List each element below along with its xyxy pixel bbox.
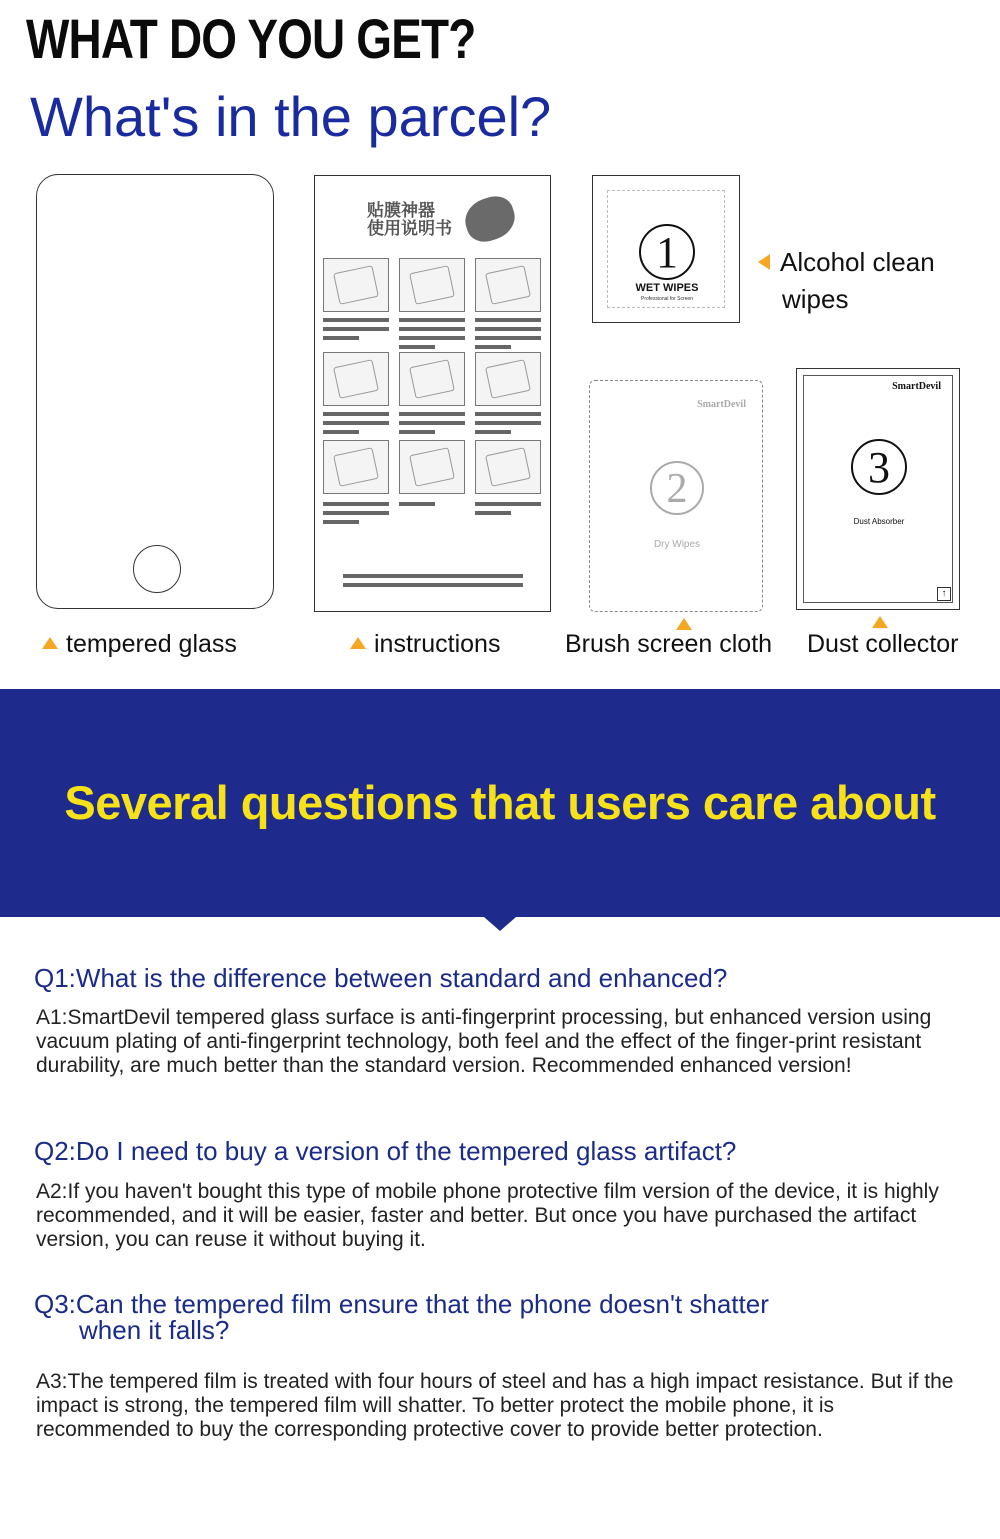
instructions-booklet-illustration bbox=[314, 175, 551, 612]
step-thumbnail bbox=[475, 258, 541, 312]
step-text bbox=[323, 502, 389, 529]
step-thumbnail bbox=[323, 258, 389, 312]
faq-question: Q3:Can the tempered film ensure that the phone doesn't shatter when it falls? bbox=[34, 1289, 769, 1345]
dust-absorber-illustration bbox=[796, 368, 960, 610]
brush-cloth-caption: Brush screen cloth bbox=[565, 630, 773, 658]
step-thumbnail bbox=[475, 440, 541, 494]
banner-title: Several questions that users care about bbox=[64, 776, 936, 829]
faq-banner bbox=[0, 689, 1000, 917]
step-text bbox=[399, 318, 465, 354]
dust-collector-caption: Dust collector bbox=[807, 630, 959, 658]
number-badge: 1 bbox=[639, 224, 695, 280]
instructions-caption: instructions bbox=[350, 630, 500, 659]
step-text bbox=[475, 412, 541, 439]
step-thumbnail bbox=[399, 440, 465, 494]
subhead: What's in the parcel? bbox=[30, 85, 552, 148]
arrow-up-icon: ↑ bbox=[937, 587, 951, 601]
faq-question: Q2:Do I need to buy a version of the tempered glass artifact? bbox=[34, 1136, 737, 1166]
wet-wipes-sublabel: Professional for Screen bbox=[641, 296, 693, 302]
booklet-footnote bbox=[343, 574, 523, 592]
step-text bbox=[399, 412, 465, 439]
number-badge: 2 bbox=[650, 461, 704, 515]
dry-wipes-label: Dry Wipes bbox=[653, 539, 701, 550]
banner-notch-icon bbox=[484, 917, 516, 931]
triangle-up-icon bbox=[676, 618, 692, 630]
faq-answer: A1:SmartDevil tempered glass surface is anti-fingerprint processing, but enhanced version using vacuum plating of anti-fingerprint technology, both feel and the effect of the finger-print resistant durability, are much better than the standard version. Recommended enhanced version! bbox=[36, 1006, 932, 1077]
step-thumbnail bbox=[323, 352, 389, 406]
wet-wipes-label: WET WIPES bbox=[635, 282, 699, 294]
dry-wipes-illustration bbox=[589, 380, 763, 612]
headline: WHAT DO YOU GET? bbox=[26, 7, 476, 70]
step-thumbnail bbox=[323, 440, 389, 494]
booklet-badge-icon bbox=[460, 191, 521, 246]
alcohol-wipes-caption: Alcohol clean wipes bbox=[758, 244, 935, 318]
step-text bbox=[323, 412, 389, 439]
step-thumbnail bbox=[475, 352, 541, 406]
wet-wipes-illustration bbox=[592, 175, 740, 323]
step-thumbnail bbox=[399, 352, 465, 406]
faq-answer: A2:If you haven't bought this type of mobile phone protective film version of the device, it is highly recommended, and it will be easier, faster and better. But once you have purchased the artifact version, you can reuse it without buying it. bbox=[36, 1180, 939, 1251]
triangle-up-icon bbox=[350, 637, 366, 649]
faq-answer: A3:The tempered film is treated with four hours of steel and has a high impact resistance. But if the impact is strong, the tempered film will shatter. To better protect the mobile phone, it is recommended to buy the corresponding protective cover to provide better protection. bbox=[36, 1370, 954, 1441]
step-text bbox=[323, 318, 389, 345]
step-text bbox=[399, 502, 465, 511]
step-text bbox=[475, 502, 541, 520]
number-badge: 3 bbox=[851, 439, 907, 495]
tempered-glass-illustration bbox=[36, 174, 274, 609]
brand-label: SmartDevil bbox=[697, 399, 746, 410]
step-thumbnail bbox=[399, 258, 465, 312]
tempered-glass-caption: tempered glass bbox=[42, 630, 237, 659]
step-text bbox=[475, 318, 541, 354]
triangle-left-icon bbox=[758, 254, 770, 270]
faq-question: Q1:What is the difference between standard and enhanced? bbox=[34, 963, 728, 993]
home-button-icon bbox=[133, 545, 181, 593]
booklet-title: 贴膜神器 使用说明书 bbox=[367, 201, 452, 239]
brand-label: SmartDevil bbox=[892, 381, 941, 392]
triangle-up-icon bbox=[872, 616, 888, 628]
triangle-up-icon bbox=[42, 637, 58, 649]
dust-absorber-label: Dust Absorber bbox=[853, 517, 905, 526]
